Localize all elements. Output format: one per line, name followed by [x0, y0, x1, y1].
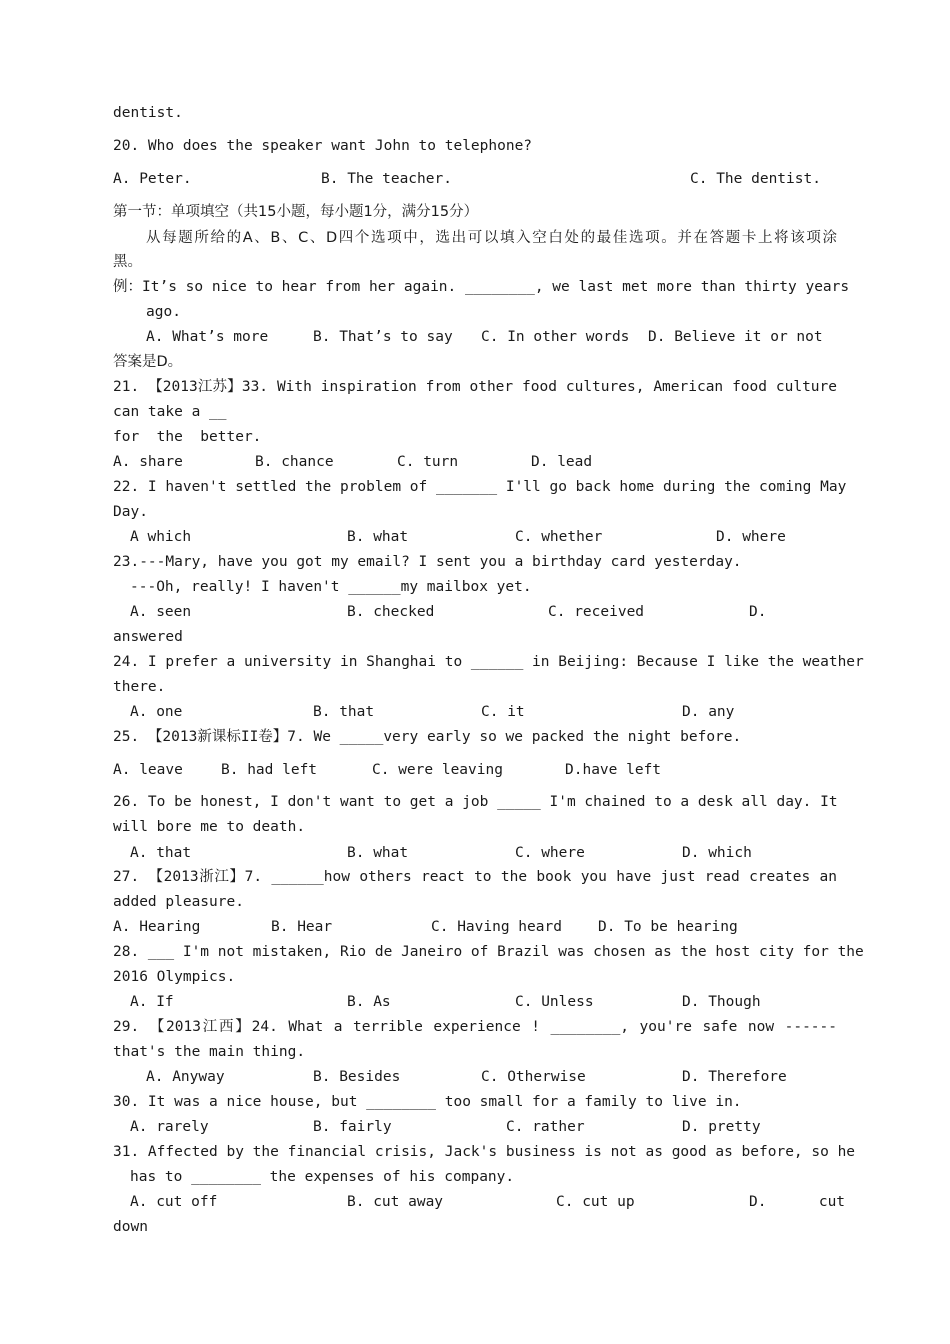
question-23-options — [113, 601, 837, 623]
option-c: C. Otherwise — [481, 1069, 586, 1085]
option-c: C. Unless — [515, 994, 594, 1010]
question-26-options — [113, 842, 837, 864]
option-a: A. share — [113, 454, 183, 470]
question-22-options — [113, 526, 837, 548]
option-b: B. That’s to say — [313, 329, 453, 345]
option-a: A. rarely — [130, 1119, 209, 1135]
question-30-options — [113, 1116, 837, 1138]
question-29-stem: 29. 【2013江西】24. What a terrible experience ! ________, you're safe now ------ — [113, 1019, 837, 1035]
option-b: B. chance — [255, 454, 334, 470]
option-a: A. If — [130, 994, 174, 1010]
question-21-stem: 21. 【2013江苏】33. With inspiration from other food cultures, American food culture — [113, 379, 837, 395]
option-b: B. what — [347, 845, 409, 861]
option-b: B. As — [347, 994, 391, 1010]
question-28-stem-cont: 2016 Olympics. — [113, 969, 236, 985]
option-a: A which — [130, 529, 192, 545]
option-d: D. Though — [682, 994, 761, 1010]
option-a: A. Hearing — [113, 919, 201, 935]
option-a: A. Anyway — [146, 1069, 225, 1085]
option-a: A. cut off — [130, 1194, 218, 1210]
option-b: B. had left — [221, 762, 318, 778]
question-31-options — [113, 1191, 846, 1213]
question-31-option-d-cont: down — [113, 1219, 148, 1235]
question-26-stem: 26. To be honest, I don't want to get a job _____ I'm chained to a desk all day. It — [113, 794, 838, 810]
question-26-stem-cont: will bore me to death. — [113, 819, 306, 835]
option-a: A. leave — [113, 762, 183, 778]
question-29-options — [113, 1066, 837, 1088]
option-c: C. were leaving — [372, 762, 503, 778]
option-d: D. which — [682, 845, 752, 861]
option-d: D. any — [682, 704, 735, 720]
option-a: A. that — [130, 845, 192, 861]
option-d: D. lead — [531, 454, 593, 470]
option-b: B. Besides — [313, 1069, 401, 1085]
question-22-stem: 22. I haven't settled the problem of _______ I'll go back home during the coming May — [113, 479, 847, 495]
option-c: C. where — [515, 845, 585, 861]
question-24-stem: 24. I prefer a university in Shanghai to ______ in Beijing: Because I like the weather — [113, 654, 864, 670]
option-c: C. whether — [515, 529, 603, 545]
question-21-options — [113, 451, 837, 473]
question-23-stem-cont: ---Oh, really! I haven't ______my mailbox yet. — [130, 579, 532, 595]
question-27-stem-cont: added pleasure. — [113, 894, 244, 910]
question-25-stem: 25. 【2013新课标II卷】7. We _____very early so we packed the night before. — [113, 729, 742, 745]
question-23-stem: 23.---Mary, have you got my email? I sent you a birthday card yesterday. — [113, 554, 742, 570]
question-29-stem-cont: that's the main thing. — [113, 1044, 306, 1060]
question-28-options — [113, 991, 837, 1013]
question-20-stem: 20. Who does the speaker want John to telephone? — [113, 138, 533, 154]
option-d: D. Believe it or not — [648, 329, 823, 345]
option-b: B. cut away — [347, 1194, 444, 1210]
option-b: B. checked — [347, 604, 435, 620]
question-21-stem-cont: can take a __ — [113, 404, 227, 420]
option-b: B. that — [313, 704, 375, 720]
example-options — [113, 326, 837, 348]
option-d: D.have left — [565, 762, 662, 778]
option-d: D. pretty — [682, 1119, 761, 1135]
option-d: D. where — [716, 529, 786, 545]
option-c: C. received — [548, 604, 645, 620]
section-instructions: 从每题所给的A、B、C、D四个选项中，选出可以填入空白处的最佳选项。并在答题卡上将该项涂 — [146, 230, 837, 246]
question-25-options — [113, 759, 837, 781]
question-20-options — [113, 168, 837, 190]
option-c: C. cut up — [556, 1194, 635, 1210]
question-31-stem: 31. Affected by the financial crisis, Jack's business is not as good as before, so he — [113, 1144, 856, 1160]
question-24-stem-cont: there. — [113, 679, 166, 695]
question-31-stem-cont: has to ________ the expenses of his company. — [130, 1169, 515, 1185]
option-c: C. The dentist. — [690, 171, 821, 187]
option-c: C. rather — [506, 1119, 585, 1135]
option-a: A. What’s more — [146, 329, 269, 345]
option-d: D. — [749, 604, 767, 620]
question-30-stem: 30. It was a nice house, but ________ too small for a family to live in. — [113, 1094, 742, 1110]
option-d: D. To be hearing — [598, 919, 738, 935]
option-a: A. Peter. — [113, 171, 192, 187]
question-21-stem-cont2: for the better. — [113, 429, 262, 445]
question-24-options — [113, 701, 837, 723]
option-b: B. Hear — [271, 919, 333, 935]
option-a: A. one — [130, 704, 183, 720]
section-heading: 第一节：单项填空（共15小题，每小题1分，满分15分） — [113, 204, 479, 220]
option-d: D. Therefore — [682, 1069, 787, 1085]
option-b: B. The teacher. — [321, 171, 452, 187]
option-c: C. Having heard — [431, 919, 562, 935]
option-b: B. what — [347, 529, 409, 545]
question-27-stem: 27. 【2013浙江】7. ______how others react to the book you have just read creates an — [113, 869, 837, 885]
option-b: B. fairly — [313, 1119, 392, 1135]
option-c: C. turn — [397, 454, 459, 470]
section-instructions-cont: 黑。 — [113, 254, 142, 270]
example-stem: 例：It’s so nice to hear from her again. ________, we last met more than thirty years — [113, 279, 850, 295]
question-22-stem-cont: Day. — [113, 504, 148, 520]
question-23-option-d-cont: answered — [113, 629, 183, 645]
option-d: D. cut — [749, 1194, 846, 1210]
question-28-stem: 28. ___ I'm not mistaken, Rio de Janeiro of Brazil was chosen as the host city for the — [113, 944, 864, 960]
option-c: C. In other words — [481, 329, 630, 345]
option-a: A. seen — [130, 604, 192, 620]
example-answer: 答案是D。 — [113, 354, 183, 370]
option-c: C. it — [481, 704, 525, 720]
previous-question-tail: dentist. — [113, 105, 183, 121]
example-stem-cont: ago. — [146, 304, 181, 320]
question-27-options — [113, 916, 837, 938]
